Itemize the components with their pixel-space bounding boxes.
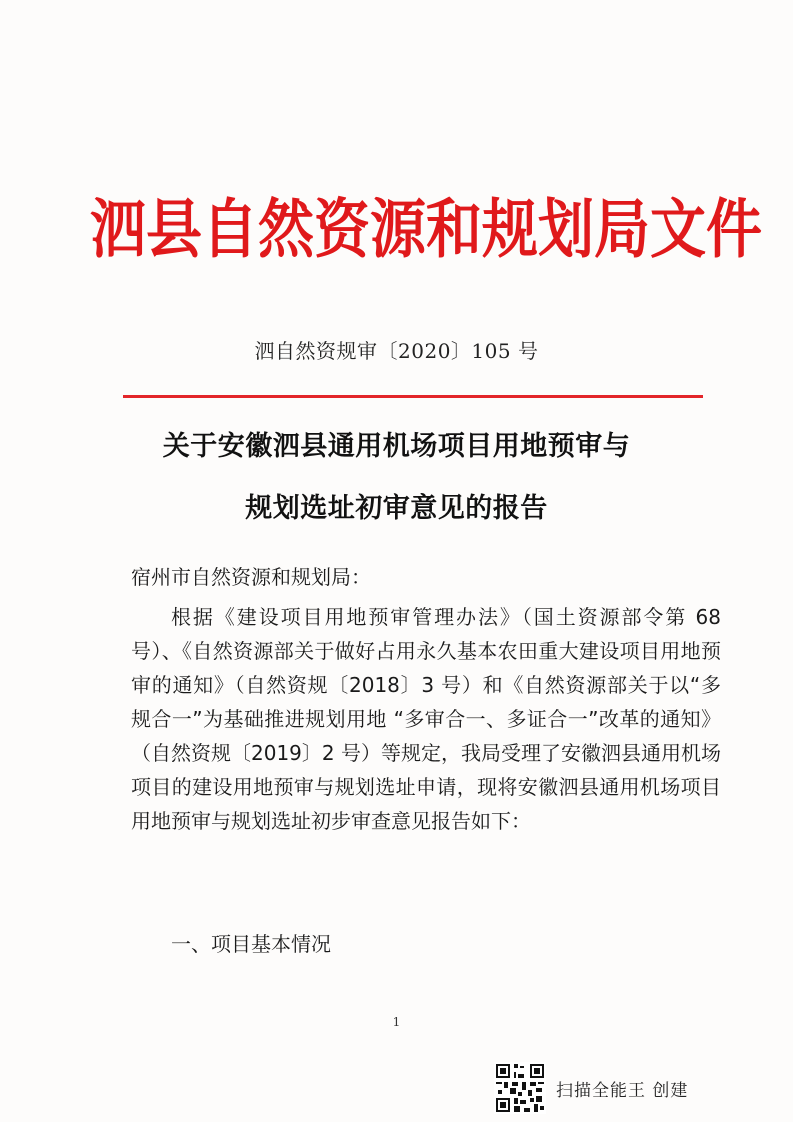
issuing-authority-title: 泗县自然资源和规划局文件 xyxy=(90,191,762,268)
watermark-label: 扫描全能王 创建 xyxy=(556,1080,689,1101)
page-number: 1 xyxy=(392,1015,401,1029)
document-number: 泗自然资规审〔2020〕105 号 xyxy=(254,339,539,363)
section-heading: 一、项目基本情况 xyxy=(171,932,331,956)
body-paragraph: 根据《建设项目用地预审管理办法》（国土资源部令第 68 号）、《自然资源部关于做好占用永久基本农田重大建设项目用地预审的通知》（自然资规〔2018〕3 号）和《自然资源部关于以“多规合一”为基础推进规划用地 “多审合一、多证合一”改革的通知》（自然资规〔2019〕2 号）等规定，我局受理了安徽泗县通用机场项目的建设用地预审与规划选址申请，现将安徽泗县通用机场项目用地预审与规划选址初步审查意见报告如下： xyxy=(131,605,721,833)
red-divider-line xyxy=(123,395,703,398)
report-title-line-1: 关于安徽泗县通用机场项目用地预审与 xyxy=(162,431,631,462)
report-title-line-2: 规划选址初审意见的报告 xyxy=(245,493,548,524)
addressee: 宿州市自然资源和规划局： xyxy=(131,565,371,589)
scanner-watermark xyxy=(494,1062,688,1114)
document-body xyxy=(131,560,721,838)
qr-code-icon xyxy=(494,1062,546,1114)
